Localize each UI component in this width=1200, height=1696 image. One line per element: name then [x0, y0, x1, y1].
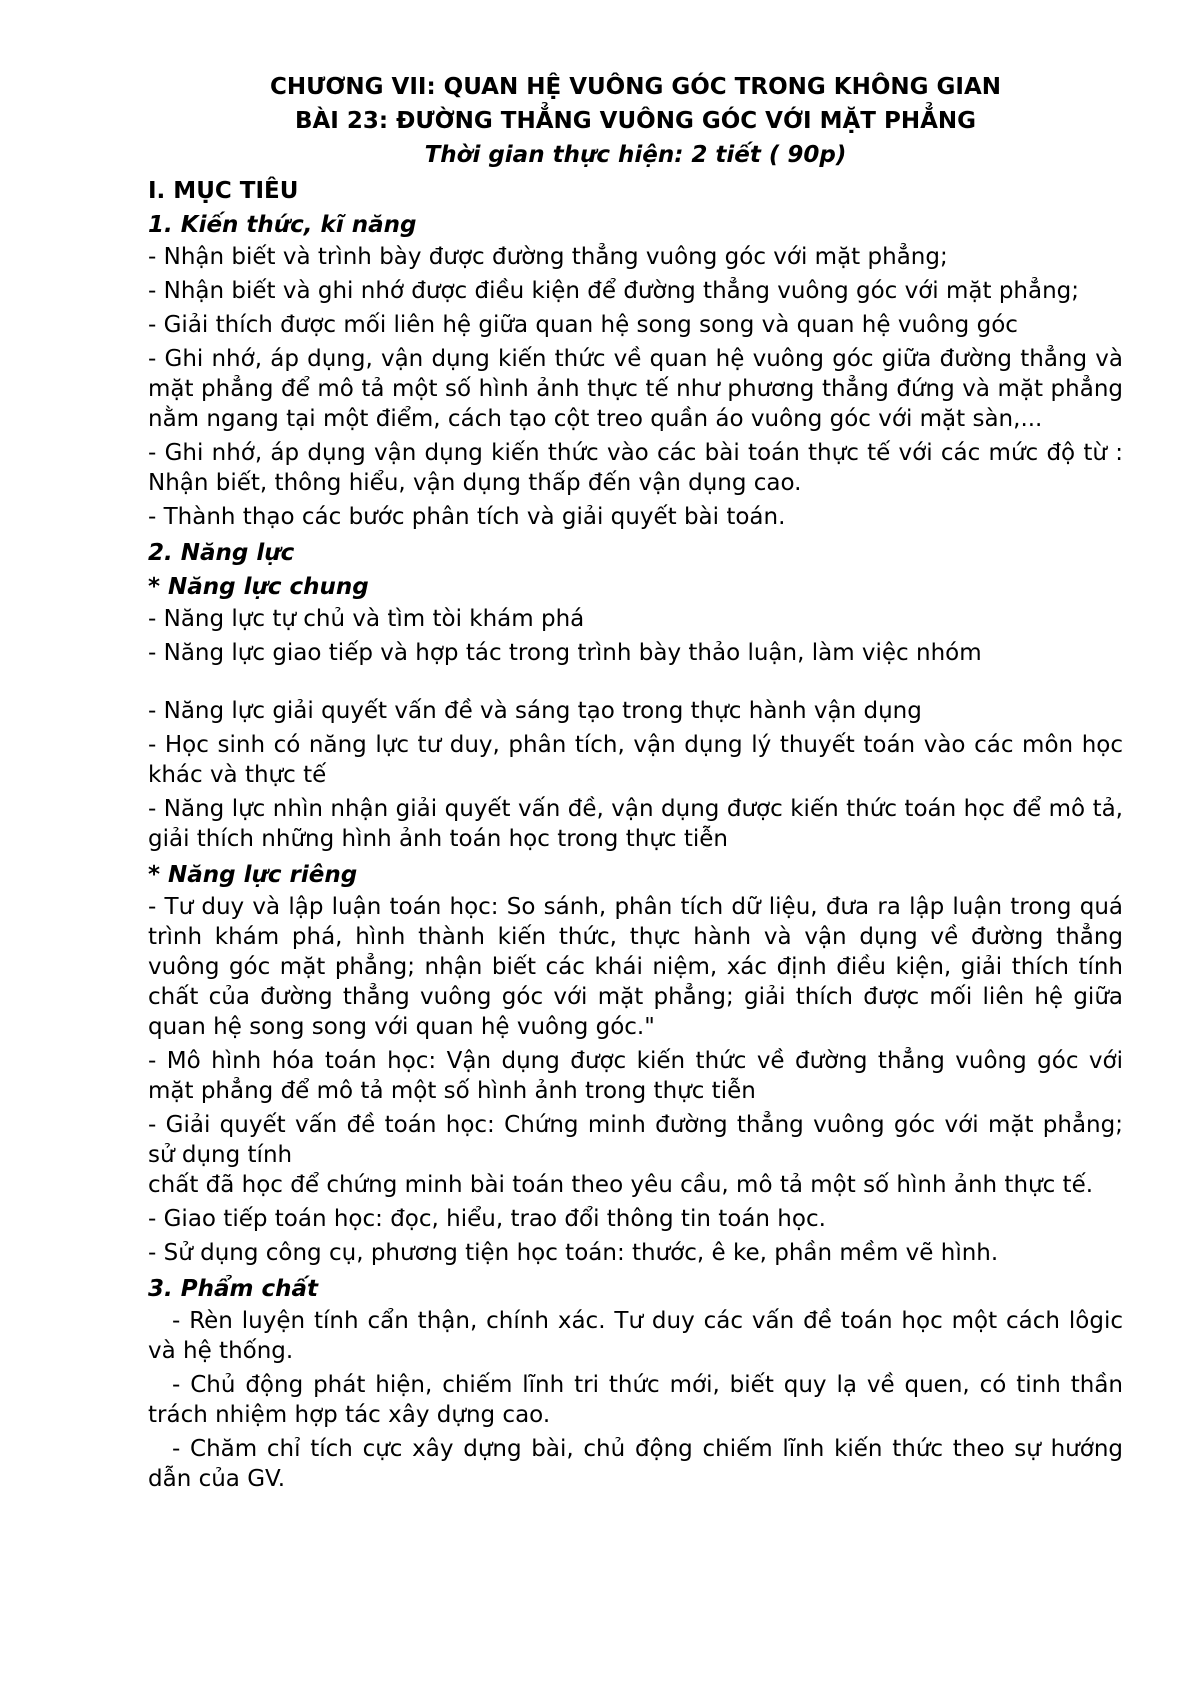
general-competence-item: - Năng lực tự chủ và tìm tòi khám phá	[148, 606, 585, 632]
general-competence-item: - Năng lực nhìn nhận giải quyết vấn đề, vận dụng được kiến thức toán học để mô tả, giải thích những hình ảnh toán học trong thực tiễn	[148, 796, 1123, 852]
specific-competence-item: - Giao tiếp toán học: đọc, hiểu, trao đổi thông tin toán học.	[148, 1206, 826, 1232]
specific-competence-heading: * Năng lực riêng	[148, 862, 358, 888]
knowledge-item: - Thành thạo các bước phân tích và giải quyết bài toán.	[148, 504, 786, 530]
knowledge-item: - Ghi nhớ, áp dụng, vận dụng kiến thức về quan hệ vuông góc giữa đường thẳng và mặt phẳng để mô tả một số hình ảnh thực tế như phương thẳng đứng và mặt phẳng nằm ngang tại một điểm, cách tạo cột treo quần áo vuông góc với mặt sàn,...	[148, 346, 1123, 432]
duration: Thời gian thực hiện: 2 tiết ( 90p)	[424, 142, 847, 168]
specific-competence-item: chất đã học để chứng minh bài toán theo yêu cầu, mô tả một số hình ảnh thực tế.	[148, 1172, 1094, 1198]
specific-competence-item: - Giải quyết vấn đề toán học: Chứng minh đường thẳng vuông góc với mặt phẳng; sử dụng tính	[148, 1112, 1123, 1168]
specific-competence-item: - Sử dụng công cụ, phương tiện học toán: thước, ê ke, phần mềm vẽ hình.	[148, 1240, 999, 1266]
knowledge-item: - Nhận biết và trình bày được đường thẳng vuông góc với mặt phẳng;	[148, 244, 948, 270]
quality-item: - Chăm chỉ tích cực xây dựng bài, chủ động chiếm lĩnh kiến thức theo sự hướng dẫn của GV.	[148, 1436, 1123, 1492]
knowledge-item: - Nhận biết và ghi nhớ được điều kiện để đường thẳng vuông góc với mặt phẳng;	[148, 278, 1080, 304]
general-competence-item: - Năng lực giao tiếp và hợp tác trong trình bày thảo luận, làm việc nhóm	[148, 640, 982, 666]
chapter-title: CHƯƠNG VII: QUAN HỆ VUÔNG GÓC TRONG KHÔNG GIAN	[269, 74, 1002, 100]
general-competence-item: - Năng lực giải quyết vấn đề và sáng tạo trong thực hành vận dụng	[148, 698, 922, 724]
lesson-title: BÀI 23: ĐƯỜNG THẲNG VUÔNG GÓC VỚI MẶT PHẲNG	[294, 108, 977, 134]
knowledge-item: - Giải thích được mối liên hệ giữa quan hệ song song và quan hệ vuông góc	[148, 312, 1018, 338]
quality-item: - Chủ động phát hiện, chiếm lĩnh tri thức mới, biết quy lạ về quen, có tinh thần trách nhiệm hợp tác xây dựng cao.	[148, 1372, 1123, 1428]
document-page	[148, 70, 1123, 1498]
blank-line	[148, 672, 1123, 696]
general-competence-heading: * Năng lực chung	[148, 574, 369, 600]
general-competence-item: - Học sinh có năng lực tư duy, phân tích, vận dụng lý thuyết toán vào các môn học khác và thực tế	[148, 732, 1123, 788]
knowledge-item: - Ghi nhớ, áp dụng vận dụng kiến thức vào các bài toán thực tế với các mức độ từ : Nhận biết, thông hiểu, vận dụng thấp đến vận dụng cao.	[148, 440, 1123, 496]
knowledge-heading: 1. Kiến thức, kĩ năng	[148, 212, 417, 238]
qualities-heading: 3. Phẩm chất	[148, 1276, 318, 1302]
quality-item: - Rèn luyện tính cẩn thận, chính xác. Tư duy các vấn đề toán học một cách lôgic và hệ thống.	[148, 1308, 1123, 1364]
section-objectives-heading: I. MỤC TIÊU	[148, 178, 299, 204]
competence-heading: 2. Năng lực	[148, 540, 295, 566]
specific-competence-item: - Mô hình hóa toán học: Vận dụng được kiến thức về đường thẳng vuông góc với mặt phẳng để mô tả một số hình ảnh trong thực tiễn	[148, 1048, 1123, 1104]
specific-competence-item: - Tư duy và lập luận toán học: So sánh, phân tích dữ liệu, đưa ra lập luận trong quá trình khám phá, hình thành kiến thức, thực hành và vận dụng về đường thẳng vuông góc mặt phẳng; nhận biết các khái niệm, xác định điều kiện, giải thích tính chất của đường thẳng vuông góc với mặt phẳng; giải thích được mối liên hệ giữa quan hệ song song với quan hệ vuông góc."	[148, 894, 1123, 1040]
